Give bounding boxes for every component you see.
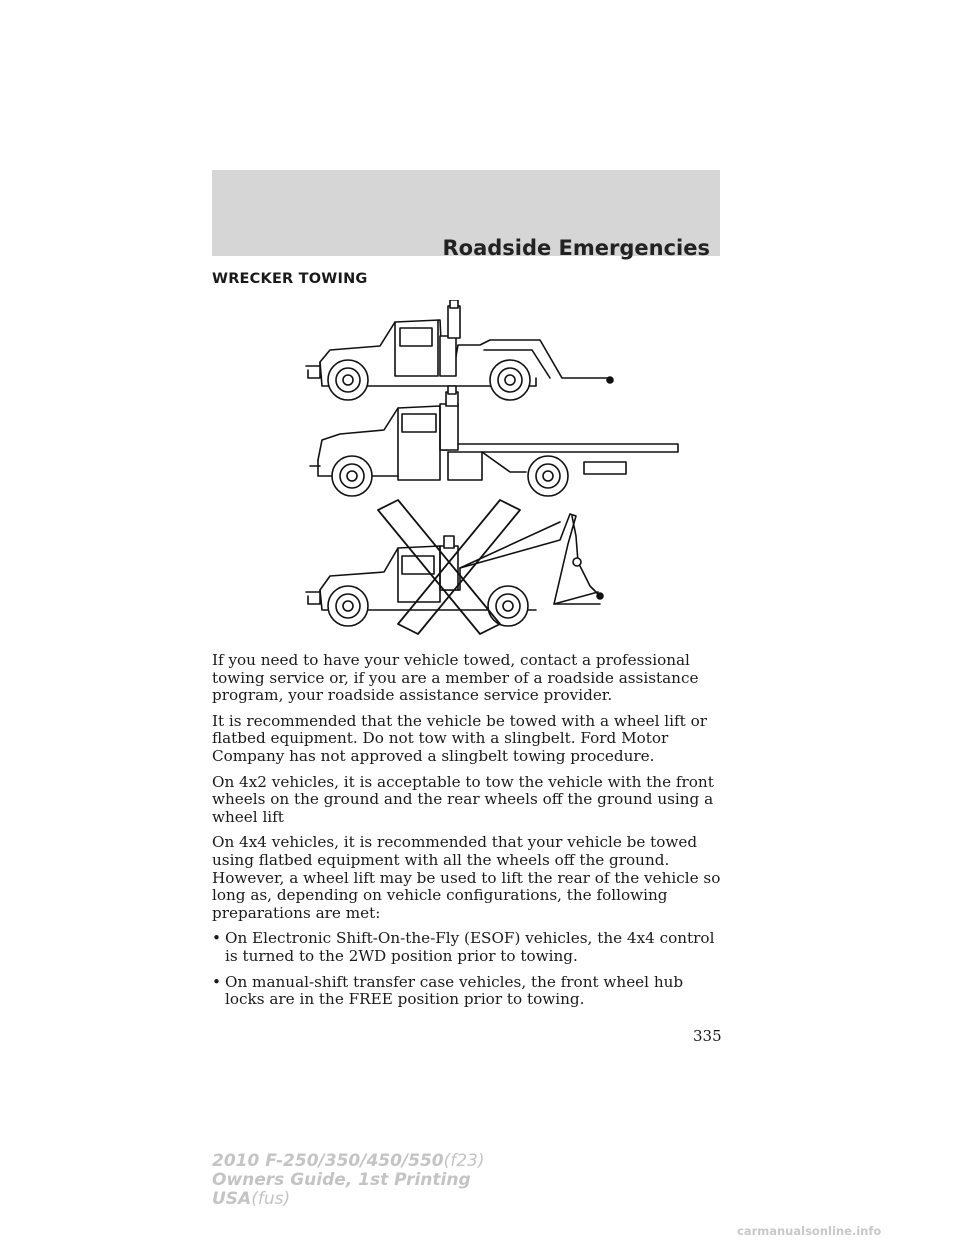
page-number: 335 bbox=[693, 1027, 722, 1045]
section-header-title: Roadside Emergencies bbox=[442, 236, 710, 260]
bullet-mark: • bbox=[212, 929, 221, 948]
list-item-text: On Electronic Shift-On-the-Fly (ESOF) vehicles, the 4x4 control is turned to the 2WD position prior to towing. bbox=[225, 929, 715, 965]
list-item-text: On manual-shift transfer case vehicles, the front wheel hub locks are in the FREE position prior to towing. bbox=[225, 972, 684, 1009]
slingbelt-truck-crossed-icon bbox=[306, 500, 603, 634]
footer-model: 2010 F-250/350/450/550 bbox=[212, 1151, 444, 1171]
footer-market-code: (fus) bbox=[251, 1189, 291, 1209]
footer-market: USA bbox=[212, 1189, 252, 1209]
paragraph: On 4x2 vehicles, it is acceptable to tow the vehicle with the front wheels on the ground and the rear wheels off the ground using a wheel lift bbox=[212, 772, 714, 826]
footer-print-info bbox=[212, 1152, 485, 1209]
body-text bbox=[212, 652, 724, 1017]
flatbed-truck-icon bbox=[310, 386, 678, 496]
watermark: carmanualsonline.info bbox=[737, 1224, 882, 1238]
paragraph: On 4x4 vehicles, it is recommended that your vehicle be towed using flatbed equipment with all the wheels off the ground. However, a wheel lift may be used to lift the rear of the vehicle so long as, depending on vehicle configurations, the following preparations are met: bbox=[212, 833, 721, 922]
list-item bbox=[212, 930, 724, 965]
footer-model-code: (f23) bbox=[443, 1151, 485, 1171]
bullet-mark: • bbox=[212, 972, 221, 991]
towing-illustration bbox=[300, 300, 690, 645]
footer-edition: Owners Guide, 1st Printing bbox=[212, 1170, 471, 1190]
paragraph: If you need to have your vehicle towed, contact a professional towing service or, if you are a member of a roadside assistance program, your roadside assistance service provider. bbox=[212, 651, 699, 705]
section-header-band bbox=[212, 170, 720, 260]
list-item bbox=[212, 974, 724, 1009]
paragraph: It is recommended that the vehicle be towed with a wheel lift or flatbed equipment. Do not tow with a slingbelt. Ford Motor Company has not approved a slingbelt towing procedure. bbox=[212, 711, 707, 765]
wheel-lift-truck-icon bbox=[306, 300, 613, 400]
section-heading: WRECKER TOWING bbox=[212, 271, 368, 287]
